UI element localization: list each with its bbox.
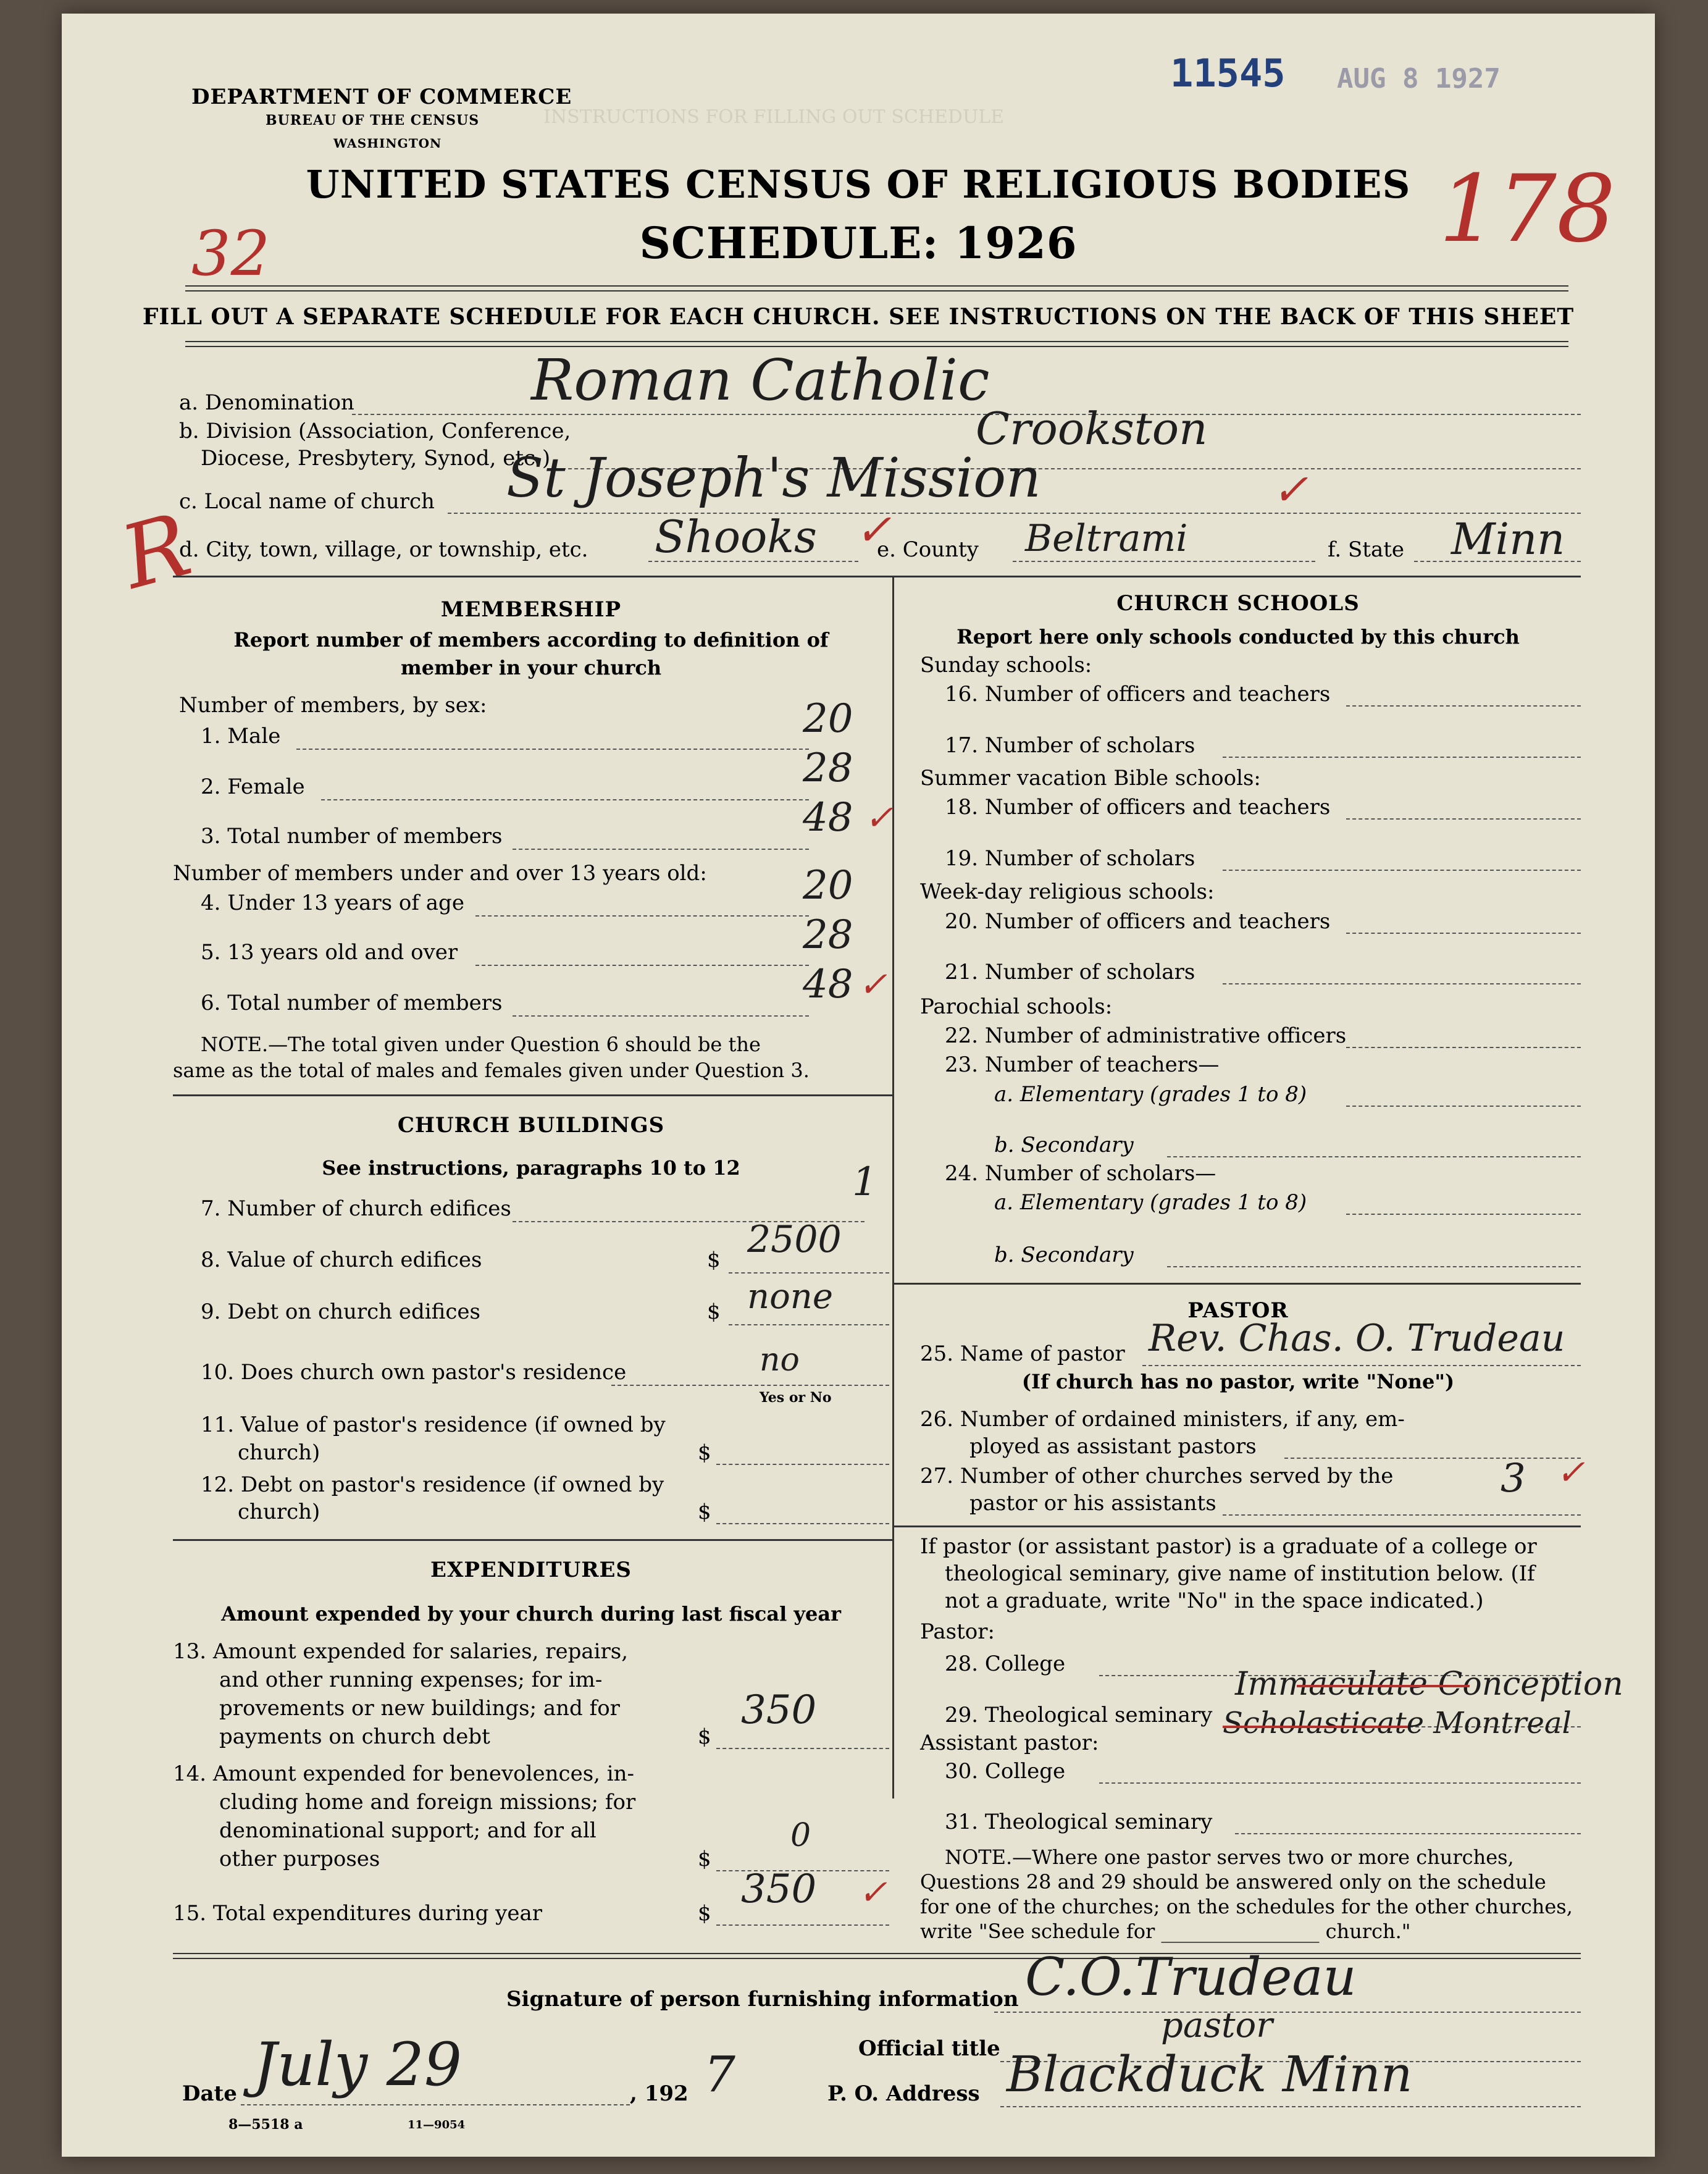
membership-title: MEMBERSHIP bbox=[440, 597, 622, 622]
county-line bbox=[1013, 561, 1315, 562]
red-checkmark: ✓ bbox=[864, 798, 894, 838]
division-label-line1: b. Division (Association, Conference, bbox=[179, 419, 571, 443]
q2-line bbox=[321, 799, 809, 800]
q2-value: 28 bbox=[803, 745, 853, 791]
red-mark-letter: R bbox=[111, 495, 201, 609]
denomination-value: Roman Catholic bbox=[531, 347, 990, 413]
city-value: Shooks bbox=[655, 511, 817, 563]
pastor-title: PASTOR bbox=[1187, 1298, 1289, 1323]
stamp-number: 11545 bbox=[1170, 51, 1286, 96]
assistant-pastor-sublabel: Assistant pastor: bbox=[920, 1731, 1099, 1755]
members-by-sex-label: Number of members, by sex: bbox=[179, 693, 487, 718]
q10-value: no bbox=[760, 1341, 800, 1379]
q18-label: 18. Number of officers and teachers bbox=[945, 795, 1331, 820]
form-title: UNITED STATES CENSUS OF RELIGIOUS BODIES bbox=[306, 162, 1411, 207]
schools-title: CHURCH SCHOOLS bbox=[1116, 591, 1360, 616]
q9-value: none bbox=[747, 1277, 833, 1317]
q9-label: 9. Debt on church edifices bbox=[201, 1299, 480, 1324]
red-strike bbox=[1223, 1726, 1408, 1728]
q23a-label: a. Elementary (grades 1 to 8) bbox=[994, 1082, 1307, 1107]
red-checkmark: ✓ bbox=[858, 1873, 887, 1913]
city-label: d. City, town, village, or township, etc. bbox=[179, 537, 588, 562]
official-title-label: Official title bbox=[858, 2036, 1000, 2061]
print-number: 11—9054 bbox=[408, 2118, 466, 2131]
q15-dollar: $ bbox=[698, 1901, 711, 1926]
po-address-label: P. O. Address bbox=[827, 2081, 980, 2106]
county-label: e. County bbox=[877, 537, 979, 562]
buildings-title: CHURCH BUILDINGS bbox=[397, 1113, 665, 1138]
red-checkmark: ✓ bbox=[858, 965, 887, 1005]
census-schedule-sheet bbox=[62, 14, 1655, 2157]
red-checkmark: ✓ bbox=[1556, 1453, 1585, 1493]
section-rule bbox=[173, 576, 1581, 577]
q6-label: 6. Total number of members bbox=[201, 991, 503, 1015]
q30-line bbox=[1099, 1782, 1581, 1784]
date-value: July 29 bbox=[253, 2030, 462, 2099]
q4-line bbox=[475, 915, 809, 917]
local-church-name-value: St Joseph's Mission bbox=[506, 446, 1041, 510]
q10-line bbox=[611, 1385, 889, 1386]
q16-label: 16. Number of officers and teachers bbox=[945, 682, 1331, 707]
q27-label-line1: 27. Number of other churches served by the bbox=[920, 1464, 1394, 1488]
po-address-value: Blackduck Minn bbox=[1007, 2046, 1413, 2103]
denomination-line bbox=[352, 414, 1581, 415]
buildings-desc: See instructions, paragraphs 10 to 12 bbox=[322, 1156, 740, 1180]
red-strike bbox=[1297, 1685, 1470, 1687]
weekday-schools-label: Week-day religious schools: bbox=[920, 879, 1215, 904]
q27-value: 3 bbox=[1501, 1456, 1526, 1501]
q6-value: 48 bbox=[803, 962, 853, 1007]
q14-label-line2: cluding home and foreign missions; for bbox=[219, 1790, 636, 1815]
q13-label-line3: provements or new buildings; and for bbox=[219, 1696, 620, 1721]
q20-label: 20. Number of officers and teachers bbox=[945, 909, 1331, 934]
summer-schools-label: Summer vacation Bible schools: bbox=[920, 766, 1261, 791]
bureau-name: BUREAU OF THE CENSUS bbox=[266, 112, 480, 128]
graduate-instructions-line3: not a graduate, write "No" in the space indicated.) bbox=[945, 1589, 1484, 1613]
year-value: 7 bbox=[704, 2046, 735, 2103]
division-label-line2: Diocese, Presbytery, Synod, etc.) bbox=[201, 446, 551, 471]
column-divider bbox=[892, 576, 894, 1798]
local-church-name-label: c. Local name of church bbox=[179, 489, 435, 514]
q8-dollar: $ bbox=[707, 1248, 721, 1272]
membership-desc-line1: Report number of members according to definition of bbox=[233, 628, 829, 652]
date-line bbox=[241, 2104, 630, 2105]
q19-label: 19. Number of scholars bbox=[945, 846, 1195, 871]
q23-label: 23. Number of teachers— bbox=[945, 1052, 1220, 1077]
q14-value: 0 bbox=[790, 1817, 811, 1854]
members-by-age-label: Number of members under and over 13 years old: bbox=[173, 861, 707, 886]
q21-line bbox=[1223, 983, 1581, 984]
q26-label-line1: 26. Number of ordained ministers, if any, em- bbox=[920, 1407, 1405, 1432]
q7-value: 1 bbox=[852, 1159, 877, 1205]
q7-label: 7. Number of church edifices bbox=[201, 1196, 511, 1221]
q24-label: 24. Number of scholars— bbox=[945, 1161, 1216, 1186]
q26-line bbox=[1284, 1458, 1581, 1459]
q5-line bbox=[475, 965, 809, 966]
date-label: Date bbox=[182, 2081, 237, 2106]
q8-label: 8. Value of church edifices bbox=[201, 1248, 482, 1272]
q5-label: 5. 13 years old and over bbox=[201, 940, 458, 965]
q8-value: 2500 bbox=[747, 1218, 842, 1261]
footer-rule bbox=[173, 1953, 1581, 1959]
schools-desc: Report here only schools conducted by this church bbox=[957, 625, 1520, 648]
q1-label: 1. Male bbox=[201, 724, 281, 749]
q14-label-line1: 14. Amount expended for benevolences, in- bbox=[173, 1761, 635, 1786]
red-checkmark: ✓ bbox=[855, 505, 892, 555]
division-value: Crookston bbox=[976, 403, 1208, 455]
q4-label: 4. Under 13 years of age bbox=[201, 891, 464, 915]
q9-dollar: $ bbox=[707, 1299, 721, 1324]
signature-value: C.O.Trudeau bbox=[1025, 1947, 1357, 2007]
po-address-line bbox=[1000, 2106, 1581, 2107]
section-rule bbox=[892, 1526, 1581, 1527]
section-rule bbox=[892, 1283, 1581, 1285]
q13-line bbox=[716, 1748, 889, 1749]
q11-label-line1: 11. Value of pastor's residence (if owned by bbox=[201, 1412, 666, 1437]
q21-label: 21. Number of scholars bbox=[945, 960, 1195, 984]
pastor-note-line1: NOTE.—Where one pastor serves two or more churches, bbox=[945, 1845, 1514, 1869]
county-value: Beltrami bbox=[1025, 517, 1188, 560]
q12-line bbox=[716, 1523, 889, 1524]
form-number: 8—5518 a bbox=[228, 2117, 303, 2133]
separate-schedule-instruction: FILL OUT A SEPARATE SCHEDULE FOR EACH CHURCH. SEE INSTRUCTIONS ON THE BACK OF THIS SHEET bbox=[142, 304, 1575, 330]
graduate-instructions-line1: If pastor (or assistant pastor) is a graduate of a college or bbox=[920, 1534, 1537, 1559]
q16-line bbox=[1346, 705, 1581, 707]
q23b-line bbox=[1167, 1156, 1581, 1157]
q1-line bbox=[296, 749, 809, 750]
q11-dollar: $ bbox=[698, 1440, 711, 1465]
q14-label-line3: denominational support; and for all bbox=[219, 1818, 597, 1843]
q1-value: 20 bbox=[803, 696, 853, 742]
q25-line bbox=[1142, 1365, 1581, 1366]
pastor-note-line3: for one of the churches; on the schedules for the other churches, bbox=[920, 1895, 1573, 1918]
state-value: Minn bbox=[1451, 514, 1565, 564]
local-church-name-line bbox=[448, 513, 1581, 514]
q31-label: 31. Theological seminary bbox=[945, 1810, 1213, 1834]
q12-label-line1: 12. Debt on pastor's residence (if owned by bbox=[201, 1472, 664, 1497]
q24a-line bbox=[1346, 1214, 1581, 1215]
city-name: WASHINGTON bbox=[333, 136, 442, 151]
q11-line bbox=[716, 1464, 889, 1465]
q13-label-line4: payments on church debt bbox=[219, 1724, 490, 1749]
q25-label: 25. Name of pastor bbox=[920, 1341, 1125, 1366]
q5-value: 28 bbox=[803, 912, 853, 958]
bleed-through-text: INSTRUCTIONS FOR FILLING OUT SCHEDULE bbox=[543, 106, 1005, 128]
q20-line bbox=[1346, 933, 1581, 934]
q12-label-line2: church) bbox=[238, 1500, 320, 1524]
membership-note-line2: same as the total of males and females given under Question 3. bbox=[173, 1059, 810, 1082]
q28-label: 28. College bbox=[945, 1651, 1066, 1676]
parochial-schools-label: Parochial schools: bbox=[920, 994, 1113, 1019]
pastor-note-line2: Questions 28 and 29 should be answered only on the schedule bbox=[920, 1870, 1546, 1894]
q29-value-line2: Scholasticate Montreal bbox=[1223, 1706, 1572, 1740]
q6-line bbox=[513, 1015, 809, 1017]
signature-label: Signature of person furnishing information bbox=[506, 1987, 1019, 2012]
department-name: DEPARTMENT OF COMMERCE bbox=[191, 85, 572, 109]
section-rule bbox=[173, 1094, 892, 1096]
red-checkmark: ✓ bbox=[1272, 464, 1308, 515]
form-subtitle: SCHEDULE: 1926 bbox=[639, 217, 1078, 269]
q10-label: 10. Does church own pastor's residence bbox=[201, 1360, 627, 1385]
sunday-schools-label: Sunday schools: bbox=[920, 653, 1092, 678]
q4-value: 20 bbox=[803, 863, 853, 909]
q12-dollar: $ bbox=[698, 1500, 711, 1524]
red-mark-number-large: 178 bbox=[1439, 156, 1616, 263]
q2-label: 2. Female bbox=[201, 774, 305, 799]
signature-line bbox=[994, 2012, 1581, 2013]
membership-note-line1: NOTE.—The total given under Question 6 should be the bbox=[201, 1033, 761, 1056]
q26-label-line2: ployed as assistant pastors bbox=[969, 1434, 1257, 1459]
header-rule bbox=[185, 285, 1568, 292]
red-mark-number: 32 bbox=[191, 217, 270, 290]
expenditures-desc: Amount expended by your church during last fiscal year bbox=[221, 1602, 841, 1626]
q23b-label: b. Secondary bbox=[994, 1133, 1134, 1157]
q18-line bbox=[1346, 818, 1581, 820]
q24a-label: a. Elementary (grades 1 to 8) bbox=[994, 1190, 1307, 1215]
q13-label-line1: 13. Amount expended for salaries, repairs, bbox=[173, 1639, 629, 1664]
denomination-label: a. Denomination bbox=[179, 390, 354, 415]
q19-line bbox=[1223, 870, 1581, 871]
q11-label-line2: church) bbox=[238, 1440, 320, 1465]
q15-value: 350 bbox=[741, 1866, 817, 1912]
section-rule bbox=[173, 1539, 892, 1541]
q14-dollar: $ bbox=[698, 1847, 711, 1871]
q15-label: 15. Total expenditures during year bbox=[173, 1901, 543, 1926]
q8-line bbox=[729, 1272, 889, 1274]
q3-line bbox=[513, 849, 809, 850]
q3-label: 3. Total number of members bbox=[201, 824, 503, 849]
q13-dollar: $ bbox=[698, 1724, 711, 1749]
q17-line bbox=[1223, 757, 1581, 758]
q15-line bbox=[716, 1924, 889, 1926]
expenditures-title: EXPENDITURES bbox=[430, 1558, 632, 1582]
q9-line bbox=[729, 1324, 889, 1325]
q22-label: 22. Number of administrative officers bbox=[945, 1023, 1347, 1048]
q13-value: 350 bbox=[741, 1687, 817, 1733]
q25-value: Rev. Chas. O. Trudeau bbox=[1149, 1317, 1565, 1360]
stamp-date: AUG 8 1927 bbox=[1337, 63, 1501, 94]
q14-label-line4: other purposes bbox=[219, 1847, 380, 1871]
instruction-rule bbox=[185, 341, 1568, 347]
q17-label: 17. Number of scholars bbox=[945, 733, 1195, 758]
q29-value-line1: Immaculate Conception bbox=[1235, 1666, 1623, 1703]
yes-or-no-hint: Yes or No bbox=[760, 1390, 832, 1406]
q22-line bbox=[1346, 1047, 1581, 1048]
official-title-value: pastor bbox=[1161, 2005, 1273, 2046]
membership-desc-line2: member in your church bbox=[400, 656, 662, 679]
q25-note: (If church has no pastor, write "None") bbox=[1021, 1370, 1455, 1393]
q13-label-line2: and other running expenses; for im- bbox=[219, 1668, 603, 1692]
q31-line bbox=[1235, 1833, 1581, 1834]
q30-label: 30. College bbox=[945, 1759, 1066, 1784]
q27-label-line2: pastor or his assistants bbox=[969, 1491, 1216, 1516]
q3-value: 48 bbox=[803, 795, 853, 841]
q24b-label: b. Secondary bbox=[994, 1243, 1134, 1267]
state-label: f. State bbox=[1328, 537, 1404, 562]
pastor-sublabel: Pastor: bbox=[920, 1619, 995, 1644]
pastor-note-line4: write "See schedule for ________________ church." bbox=[920, 1920, 1411, 1943]
q24b-line bbox=[1167, 1266, 1581, 1267]
year-prefix: , 192 bbox=[630, 2081, 689, 2106]
graduate-instructions-line2: theological seminary, give name of institution below. (If bbox=[945, 1561, 1535, 1586]
q23a-line bbox=[1346, 1106, 1581, 1107]
q27-line bbox=[1223, 1514, 1581, 1516]
q29-label: 29. Theological seminary bbox=[945, 1703, 1213, 1727]
